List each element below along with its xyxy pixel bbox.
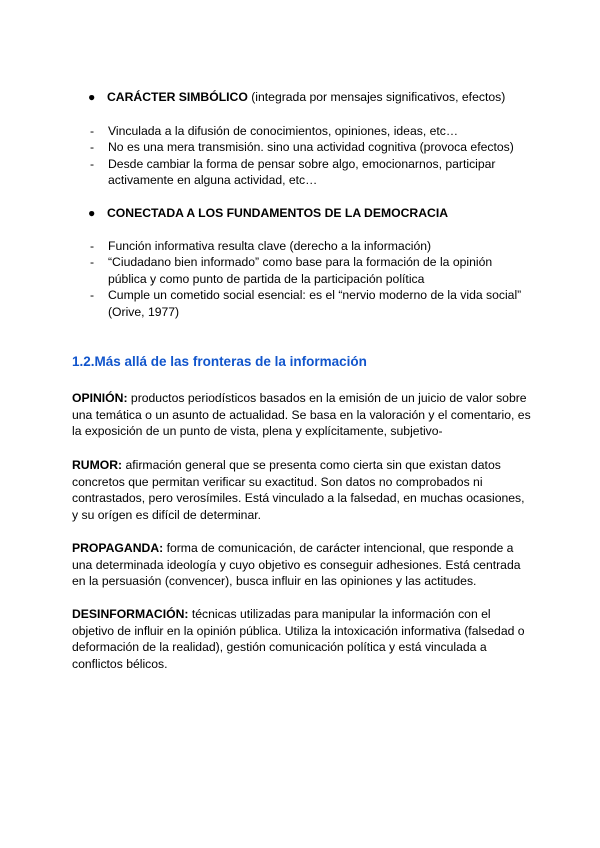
list-item <box>0 254 600 287</box>
dash-icon: - <box>90 140 95 154</box>
definition-text: afirmación general que se presenta como cierta sin que existan datos concretos que permitan verificar su exactitud. Son datos no comprobados ni contrastados, pero verosímiles. Está vinculado a la falsedad, en muchas ocasiones, y su orígen es difícil de determinar. <box>72 458 525 522</box>
list-item <box>0 123 600 140</box>
term-propaganda: PROPAGANDA: <box>72 541 164 555</box>
caracter-simbolico-section <box>0 89 600 189</box>
list-item <box>0 287 600 320</box>
list-item-text: Función informativa resulta clave (derecho a la información) <box>108 238 432 253</box>
caracter-heading-rest: (integrada por mensajes significativos, efectos) <box>247 90 506 104</box>
definition-rumor <box>72 457 532 523</box>
section-title: 1.2.Más allá de las fronteras de la información <box>72 354 367 369</box>
definition-desinformacion <box>72 606 532 672</box>
list-item-text: “Ciudadano bien informado” como base para la formación de la opinión pública y como punto de partida de la participación política <box>108 255 493 286</box>
caracter-heading <box>0 89 600 106</box>
conectada-list <box>0 238 600 321</box>
term-rumor: RUMOR: <box>72 458 123 472</box>
definition-text: productos periodísticos basados en la emisión de un juicio de valor sobre una temática o un asunto de actualidad. Se basa en la valoración y el comentario, es la exposición de un punto de vista, plena y explícitamente, subjetivo- <box>72 391 531 438</box>
term-opinion: OPINIÓN: <box>72 391 128 405</box>
dash-icon: - <box>90 255 95 269</box>
definition-opinion <box>72 390 532 440</box>
conectada-heading <box>0 205 600 222</box>
list-item <box>0 139 600 156</box>
definition-text: forma de comunicación, de carácter intencional, que responde a una determinada ideología y cuyo objetivo es conseguir adhesiones. Está centrada en la persuasión (convencer), busca influir en las opiniones y las actitudes. <box>72 541 521 588</box>
bullet-icon: ● <box>88 206 96 220</box>
caracter-list <box>0 123 600 189</box>
dash-icon: - <box>90 238 95 253</box>
term-desinformacion: DESINFORMACIÓN: <box>72 607 189 621</box>
conectada-heading-bold: CONECTADA A LOS FUNDAMENTOS DE LA DEMOCRACIA <box>107 206 449 220</box>
dash-icon: - <box>90 288 95 302</box>
list-item-text: No es una mera transmisión. sino una actividad cognitiva (provoca efectos) <box>108 140 514 154</box>
dash-icon: - <box>90 156 95 171</box>
list-item <box>0 156 600 189</box>
list-item <box>0 238 600 255</box>
definition-text: técnicas utilizadas para manipular la información con el objetivo de influir en la opinión pública. Utiliza la intoxicación informativa (falsedad o deformación de la realidad), gestión comunicación política y está vinculada a conflictos bélicos. <box>72 607 525 671</box>
definition-propaganda <box>72 540 532 590</box>
bullet-icon: ● <box>88 90 96 104</box>
list-item-text: Cumple un cometido social esencial: es el “nervio moderno de la vida social” (Orive, 1977) <box>108 288 522 319</box>
list-item-text: Desde cambiar la forma de pensar sobre algo, emocionarnos, participar activamente en alguna actividad, etc… <box>108 156 496 187</box>
dash-icon: - <box>90 123 95 138</box>
conectada-section <box>0 205 600 320</box>
list-item-text: Vinculada a la difusión de conocimientos, opiniones, ideas, etc… <box>108 123 459 138</box>
caracter-heading-bold: CARÁCTER SIMBÓLICO <box>107 90 248 104</box>
